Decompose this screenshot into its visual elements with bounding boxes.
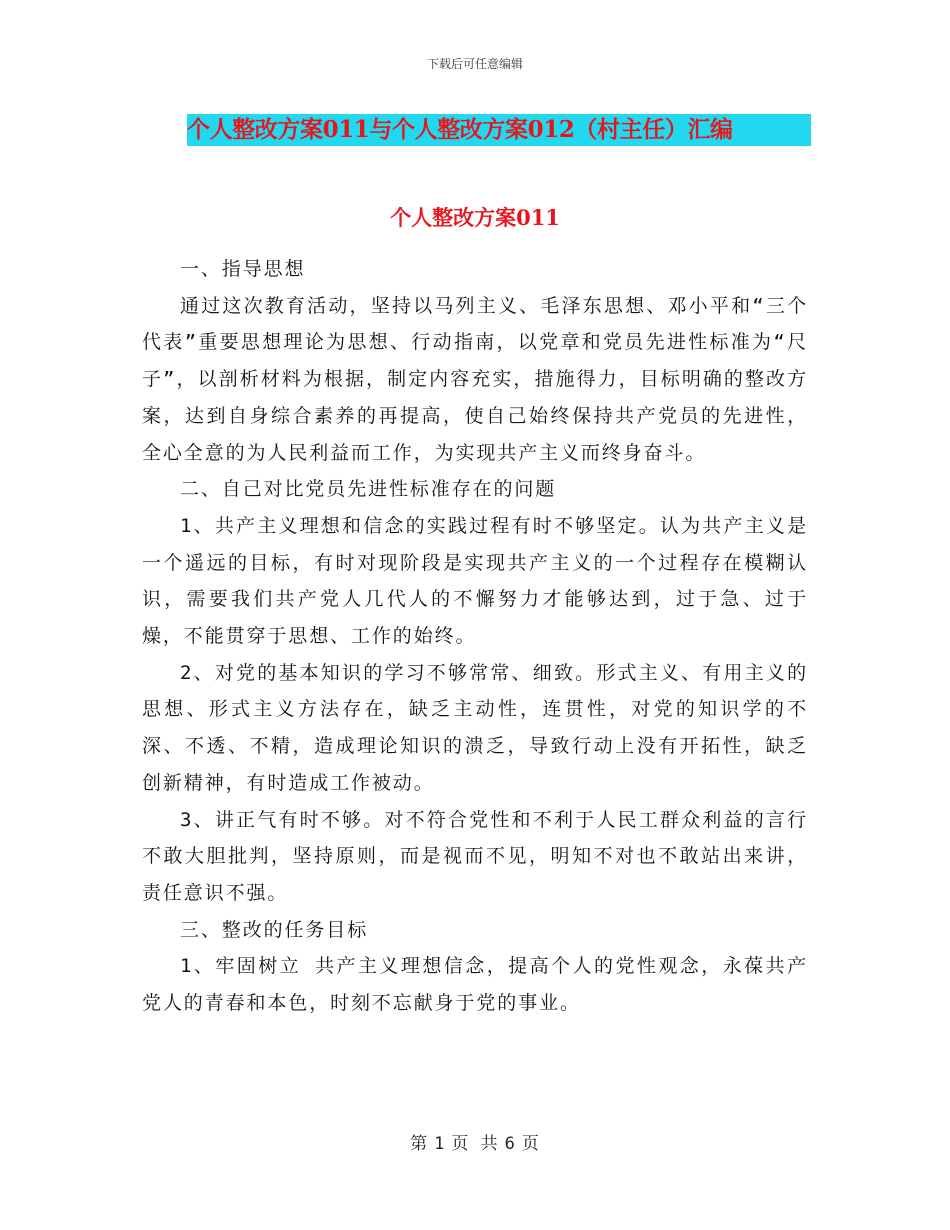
document-title-highlight: [187, 114, 811, 146]
paragraph: 1、牢固树立 共产主义理想信念，提高个人的党性观念，永葆共产党人的青春和本色，时刻不忘献身于党的事业。: [142, 955, 808, 1015]
footer-suffix: 页: [521, 1134, 540, 1154]
page-number: 1: [434, 1134, 446, 1154]
document-title: 个人整改方案011与个人整改方案012（村主任）汇编: [187, 116, 733, 143]
document-body: [142, 251, 808, 1022]
total-pages: 6: [504, 1134, 516, 1154]
page-footer: [0, 1129, 950, 1154]
footer-middle: 页 共: [451, 1134, 499, 1154]
paragraph-heading-3: 三、整改的任务目标: [180, 918, 369, 941]
paragraph: 3、讲正气有时不够。对不符合党性和不利于人民工群众利益的言行不敢大胆批判，坚持原则，而是视而不见，明知不对也不敢站出来讲，责任意识不强。: [142, 808, 808, 904]
header-note: 下载后可任意编辑: [426, 57, 523, 71]
paragraph-heading-1: 一、指导思想: [180, 258, 306, 280]
section-title: 个人整改方案011: [390, 205, 560, 230]
footer-prefix: 第: [410, 1134, 429, 1154]
paragraph: 1、共产主义理想和信念的实践过程有时不够坚定。认为共产主义是一个遥远的目标，有时对现阶段是实现共产主义的一个过程存在模糊认识，需要我们共产党人几代人的不懈努力才能够达到，过于急、过于燥，不能贯穿于思想、工作的始终。: [142, 514, 808, 648]
paragraph: 2、对党的基本知识的学习不够常常、细致。形式主义、有用主义的思想、形式主义方法存在，缺乏主动性，连贯性，对党的知识学的不深、不透、不精，造成理论知识的溃乏，导致行动上没有开拓性，缺乏创新精神，有时造成工作被动。: [142, 661, 808, 794]
paragraph-heading-2: 二、自己对比党员先进性标准存在的问题: [180, 478, 557, 501]
paragraph: 通过这次教育活动，坚持以马列主义、毛泽东思想、邓小平和“三个代表”重要思想理论为思想、行动指南，以党章和党员先进性标准为“尺子”，以剖析材料为根据，制定内容充实，措施得力，目标明确的整改方案，达到自身综合素养的再提高，使自己始终保持共产党员的先进性，全心全意的为人民利益而工作，为实现共产主义而终身奋斗。: [142, 294, 808, 464]
